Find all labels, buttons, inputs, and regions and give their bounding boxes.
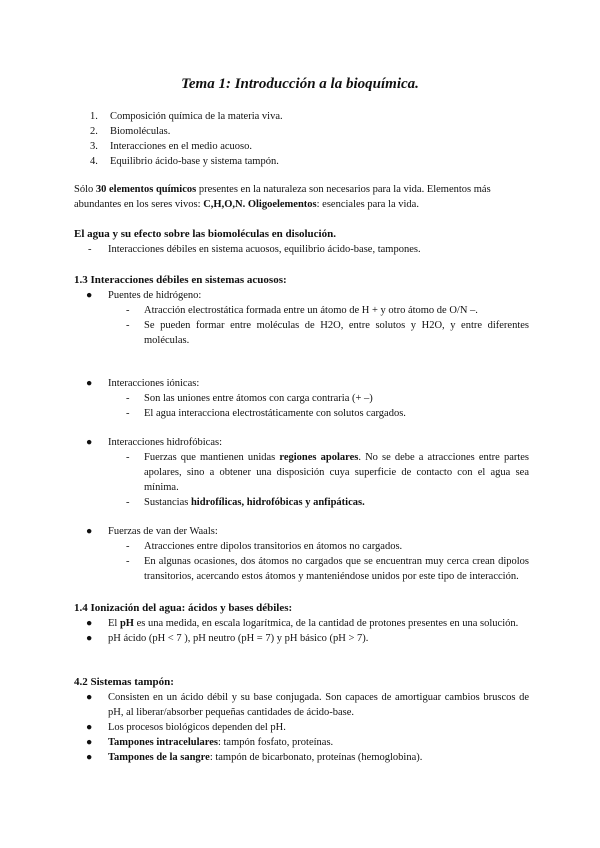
list-item: ● pH ácido (pH < 7 ), pH neutro (pH = 7) y pH básico (pH > 7). xyxy=(86,633,369,644)
list-item: - El agua interacciona electrostáticamente con solutos cargados. xyxy=(126,408,406,419)
list-item: ● Tampones de la sangre: tampón de bicarbonato, proteínas (hemoglobina). xyxy=(86,752,423,763)
toc-item: 2. Biomoléculas. xyxy=(90,126,171,137)
list-item: - Atracciones entre dipolos transitorios en átomos no cargados. xyxy=(126,541,403,552)
intro-paragraph: Sólo 30 elementos químicos presentes en la naturaleza son necesarios para la vida. Elementos más abundantes en los seres vivos: C,H,O,N. Oligoelementos: esenciales para la vida. xyxy=(74,184,491,210)
section-heading: 1.3 Interacciones débiles en sistemas acuosos: xyxy=(74,274,287,286)
list-item: ● Los procesos biológicos dependen del pH. xyxy=(86,722,286,733)
section-heading: 1.4 Ionización del agua: ácidos y bases débiles: xyxy=(74,602,293,614)
list-item: ● Interacciones hidrofóbicas: xyxy=(86,437,222,448)
table-of-contents xyxy=(90,109,283,169)
list-item: ● Puentes de hidrógeno: xyxy=(86,290,202,301)
list-item: - Interacciones débiles en sistema acuosos, equilibrio ácido-base, tampones. xyxy=(88,244,421,255)
list-item: ● El pH es una medida, en escala logarítmica, de la cantidad de protones presentes en una solución. xyxy=(86,618,519,629)
section-heading: El agua y su efecto sobre las biomoléculas en disolución. xyxy=(74,228,336,240)
section-heading: 4.2 Sistemas tampón: xyxy=(74,676,174,688)
list-item: ● Fuerzas de van der Waals: xyxy=(86,526,218,537)
list-item: - Son las uniones entre átomos con carga contraria (+ –) xyxy=(126,393,373,404)
section-agua xyxy=(74,227,529,257)
list-item: - Fuerzas que mantienen unidas regiones apolares. No se debe a atracciones entre partes apolares, sino a obtener una disposición cuya superficie de contacto con el agua sea mínima. xyxy=(126,452,530,493)
list-item: - Atracción electrostática formada entre un átomo de H + y otro átomo de O/N –. xyxy=(126,305,478,316)
section-1-4 xyxy=(74,601,529,646)
toc-item: 1. Composición química de la materia viva. xyxy=(90,111,283,122)
section-1-3 xyxy=(74,273,529,584)
list-item: ● Tampones intracelulares: tampón fosfato, proteínas. xyxy=(86,737,334,748)
page-title: Tema 1: Introducción a la bioquímica. xyxy=(181,76,419,92)
list-item: ● Consisten en un ácido débil y su base conjugada. Son capaces de amortiguar cambios bruscos de pH, al liberar/absorber pequeñas cantidades de ácido-base. xyxy=(86,692,529,718)
list-item: - Sustancias hidrofílicas, hidrofóbicas y anfipáticas. xyxy=(126,497,365,508)
list-item: - Se pueden formar entre moléculas de H2O, entre solutos y H2O, y entre diferentes moléculas. xyxy=(126,320,529,346)
section-4-2 xyxy=(74,675,529,765)
list-item: - En algunas ocasiones, dos átomos no cargados que se encuentran muy cerca crean dipolos transitorios, acercando estos átomos y manteniéndose unidos por este tipo de interacción. xyxy=(126,556,529,582)
list-item: ● Interacciones iónicas: xyxy=(86,378,200,389)
toc-item: 3. Interacciones en el medio acuoso. xyxy=(90,141,252,152)
toc-item: 4. Equilibrio ácido-base y sistema tampón. xyxy=(90,156,279,167)
